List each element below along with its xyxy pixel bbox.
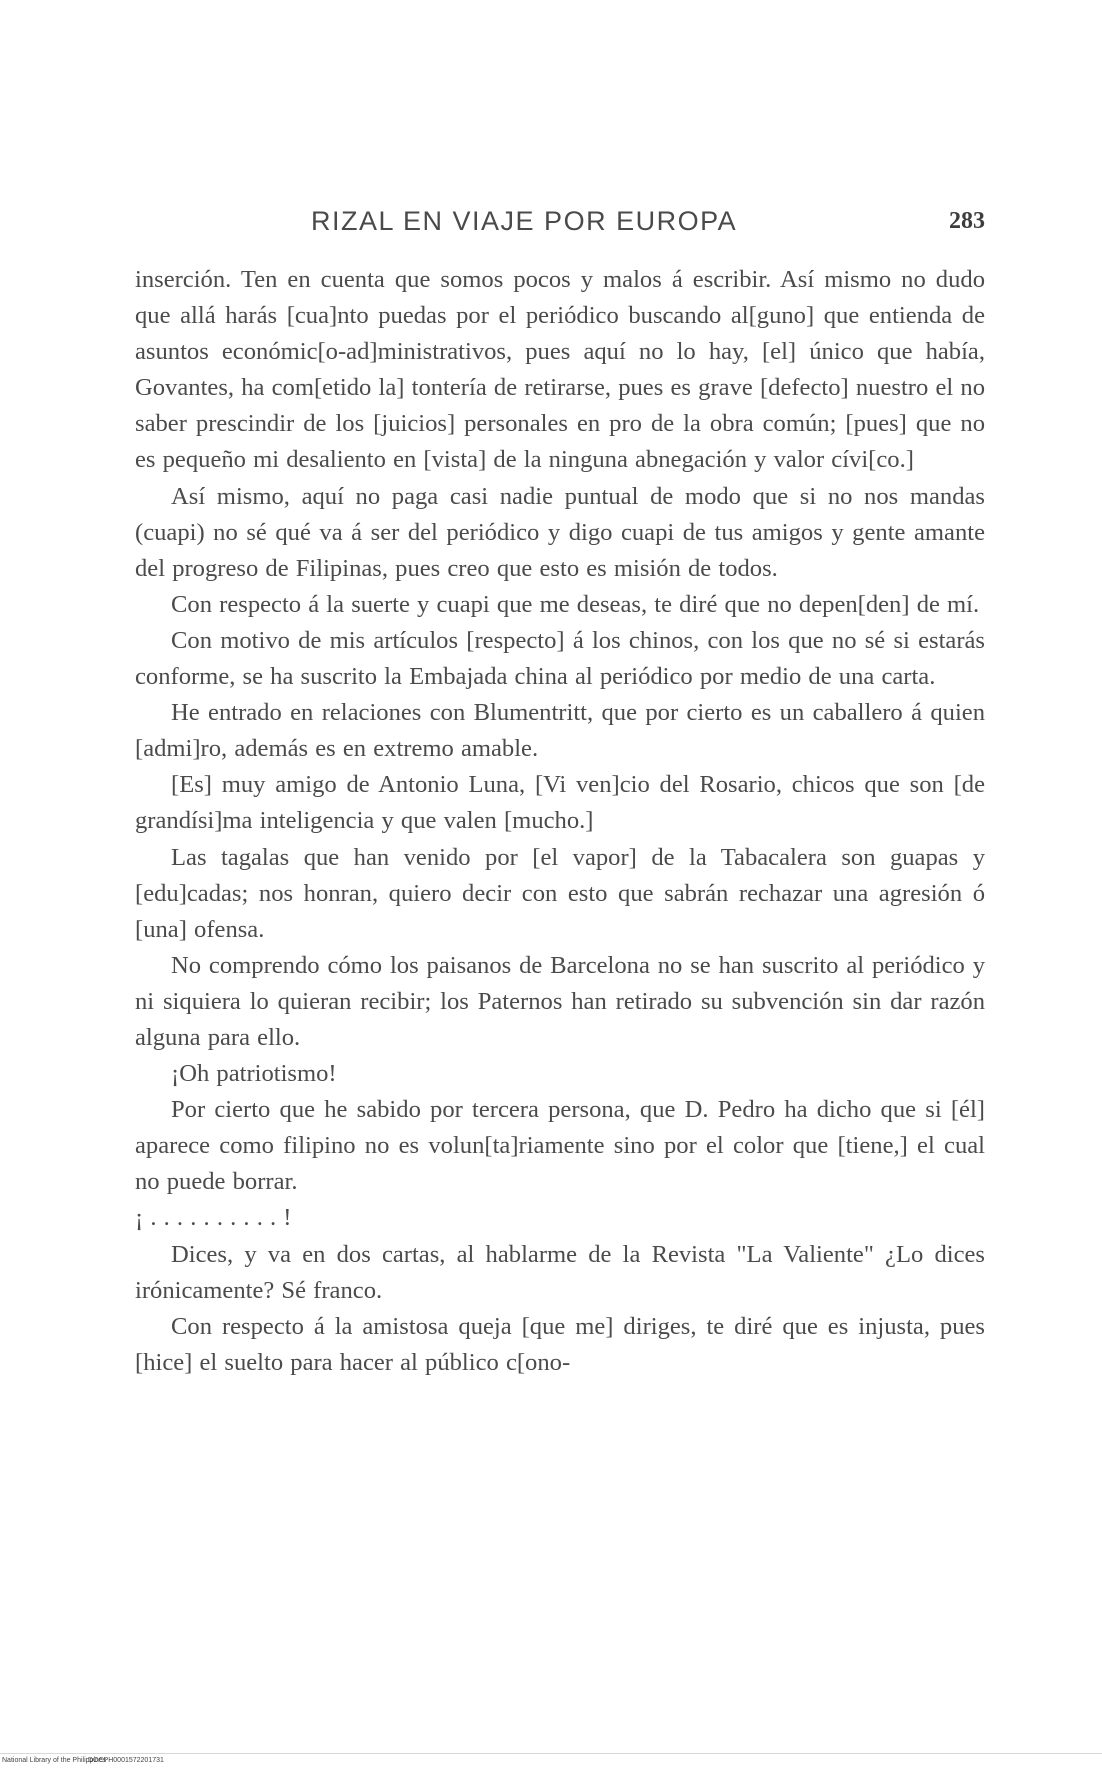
footer-library: National Library of the Philippines <box>2 1757 107 1764</box>
paragraph-10: Por cierto que he sabido por tercera persona, que D. Pedro ha dicho que si [él] aparece como filipino no es volun[ta]riamente sino por el color que [tiene,] el cual no puede borrar. <box>135 1096 985 1196</box>
paragraph-4: Con motivo de mis artículos [respecto] á los chinos, con los que no sé si estarás conforme, se ha suscrito la Embajada china al periódico por medio de una carta. <box>135 626 985 691</box>
running-head <box>135 206 985 246</box>
paragraph-6: [Es] muy amigo de Antonio Luna, [Vi ven]cio del Rosario, chicos que son [de grandísi]ma inteligencia y que valen [mucho.] <box>135 771 985 835</box>
paragraph-5: He entrado en relaciones con Blumentritt, que por cierto es un caballero á quien [admi]ro, además es en extremo amable. <box>135 699 985 763</box>
paragraph-9: ¡Oh patriotismo! <box>171 1060 337 1088</box>
text-body <box>135 262 985 1381</box>
paragraph-7: Las tagalas que han venido por [el vapor] de la Tabacalera son guapas y [edu]cadas; nos honran, quiero decir con esto que sabrán rechazar una agresión ó [una] ofensa. <box>135 843 985 943</box>
running-title: RIZAL EN VIAJE POR EUROPA <box>311 206 738 236</box>
paragraph-2: Así mismo, aquí no paga casi nadie puntual de modo que si no nos mandas (cuapi) no sé qué va á ser del periódico y digo cuapi de tus amigos y gente amante del progreso de Filipinas, pues creo que esto es misión de todos. <box>135 482 985 582</box>
footer-doc-id: DOCPH0001572201731 <box>88 1757 164 1764</box>
page-number: 283 <box>949 208 985 234</box>
paragraph-3: Con respecto á la suerte y cuapi que me deseas, te diré que no depen[den] de mí. <box>171 590 980 618</box>
paragraph-8: No comprendo cómo los paisanos de Barcelona no se han suscrito al periódico y ni siquiera lo quieran recibir; los Paternos han retirado su subvención sin dar razón alguna para ello. <box>135 951 985 1051</box>
footer-divider <box>0 1753 1102 1754</box>
ellipsis-line: ¡ . . . . . . . . . . ! <box>135 1204 292 1232</box>
paragraph-11: Dices, y va en dos cartas, al hablarme de la Revista "La Valiente" ¿Lo dices irónicamente? Sé franco. <box>135 1240 985 1304</box>
paragraph-12: Con respecto á la amistosa queja [que me] diriges, te diré que es injusta, pues [hice] el suelto para hacer al público c[ono- <box>135 1312 985 1376</box>
paragraph-1: inserción. Ten en cuenta que somos pocos y malos á escribir. Así mismo no dudo que allá harás [cua]nto puedas por el periódico buscando al[guno] que entienda de asuntos económic[o-ad]ministrativos, pues aquí no lo hay, [el] único que había, Govantes, ha com[etido la] tontería de retirarse, pues es grave [defecto] nuestro el no saber prescindir de los [juicios] personales en pro de la obra común; [pues] que no es pequeño mi desaliento en [vista] de la ninguna abnegación y valor cívi[co.] <box>135 266 985 474</box>
